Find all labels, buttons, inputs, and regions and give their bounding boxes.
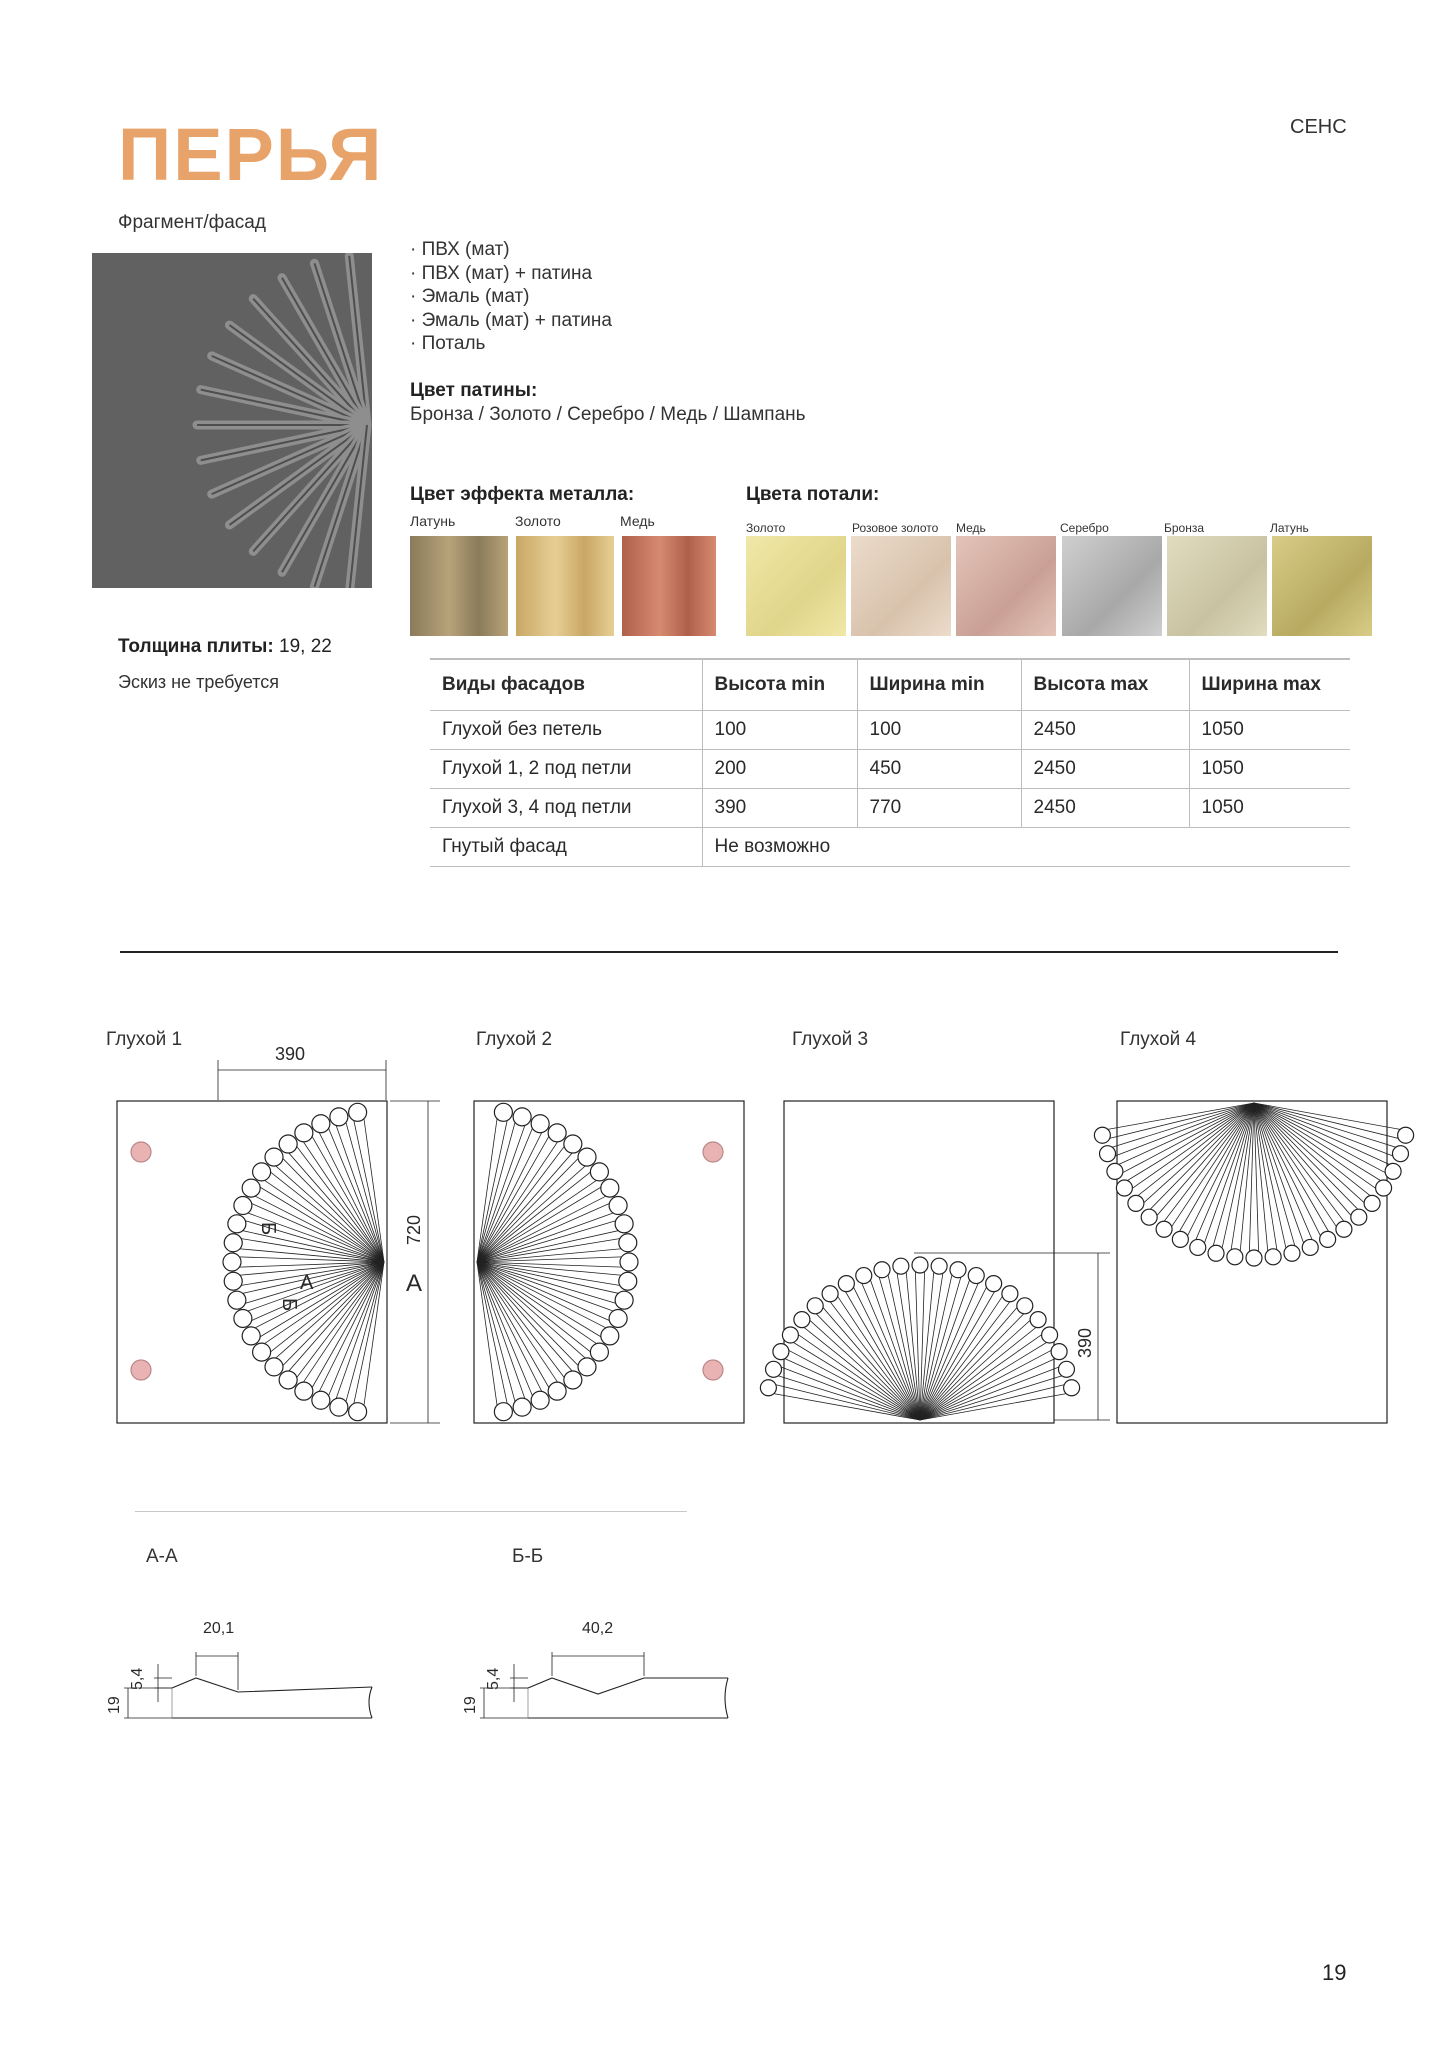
swatch-brass	[410, 536, 508, 636]
material-item: · ПВХ (мат) + патина	[410, 262, 593, 284]
swatch-label: Латунь	[410, 513, 456, 529]
section-mark-b: Б	[257, 1222, 279, 1236]
drawing-label: Глухой 4	[1120, 1029, 1197, 1050]
swatch-leaf-bronze	[1167, 536, 1267, 636]
table-cell: Не возможно	[702, 828, 1350, 867]
hinge-hole	[131, 1142, 151, 1162]
dimension-label: 40,2	[582, 1620, 614, 1637]
table-row	[430, 828, 1350, 867]
dimension-label: 20,1	[203, 1620, 235, 1637]
dimension-label: 5,4	[485, 1667, 502, 1690]
metal-effect-title: Цвет эффекта металла:	[410, 484, 635, 505]
sketch-note: Эскиз не требуется	[118, 672, 280, 692]
material-item: · ПВХ (мат)	[410, 239, 510, 260]
page-number: 19	[1322, 1960, 1347, 1985]
swatch-leaf-copper	[956, 536, 1056, 636]
fan-pattern	[1094, 1103, 1413, 1266]
leaf-colors-title: Цвета потали:	[746, 484, 880, 505]
section-divider	[120, 951, 1338, 953]
column-header: Высота min	[702, 659, 857, 711]
table-row	[430, 711, 1350, 750]
swatch-label: Розовое золото	[852, 521, 939, 535]
section-divider-thin	[135, 1511, 687, 1512]
swatch-label: Золото	[515, 513, 561, 529]
section-aa-label: А-А	[146, 1546, 178, 1567]
dimension-label: 19	[106, 1696, 123, 1714]
swatch-label: Серебро	[1060, 521, 1109, 535]
table-row	[430, 789, 1350, 828]
drawing-label: Глухой 2	[476, 1029, 553, 1050]
table-cell: 100	[857, 711, 1021, 750]
cross-section-drawings	[0, 1600, 760, 1740]
drawing-label: Глухой 1	[106, 1029, 183, 1050]
table-header-row	[430, 659, 1350, 711]
section-mark-a: А	[406, 1270, 423, 1297]
section-bb-label: Б-Б	[512, 1546, 544, 1567]
table-cell: 1050	[1189, 750, 1350, 789]
swatch-gold	[516, 536, 614, 636]
swatch-label: Медь	[956, 521, 986, 535]
swatch-leaf-rose-gold	[851, 536, 951, 636]
fan-pattern	[477, 1103, 638, 1420]
table-cell: 770	[857, 789, 1021, 828]
section-mark-b: Б	[278, 1298, 300, 1312]
table-cell: 2450	[1021, 750, 1189, 789]
patina-values: Бронза / Золото / Серебро / Медь / Шампань	[410, 404, 806, 425]
hinge-hole	[703, 1360, 723, 1380]
table-cell: Глухой без петель	[430, 711, 702, 750]
table-cell: 1050	[1189, 789, 1350, 828]
section-mark-a: А	[300, 1272, 314, 1294]
swatch-leaf-brass	[1272, 536, 1372, 636]
fan-pattern	[223, 1103, 384, 1420]
patina-title: Цвет патины:	[410, 380, 538, 401]
table-cell: 100	[702, 711, 857, 750]
materials-list	[410, 238, 612, 356]
table-cell: 450	[857, 750, 1021, 789]
swatch-label: Медь	[620, 513, 655, 529]
table-cell: 200	[702, 750, 857, 789]
material-item: · Поталь	[410, 333, 486, 354]
spec-table	[430, 658, 1350, 867]
panel-outline	[117, 1101, 387, 1423]
swatch-leaf-gold	[746, 536, 846, 636]
hinge-hole	[131, 1360, 151, 1380]
dimension-label: 19	[462, 1696, 479, 1714]
table-cell: 390	[702, 789, 857, 828]
column-header: Высота max	[1021, 659, 1189, 711]
table-cell: 2450	[1021, 711, 1189, 750]
thickness-line	[118, 636, 332, 658]
drawing-label: Глухой 3	[792, 1029, 869, 1050]
fan-pattern	[760, 1257, 1079, 1420]
dimension-label: 390	[275, 1044, 306, 1064]
table-cell: Гнутый фасад	[430, 828, 702, 867]
page-title: ПЕРЬЯ	[118, 113, 384, 196]
dimension-label: 720	[404, 1214, 424, 1245]
dimension-line	[218, 1060, 386, 1100]
thickness-value: 19, 22	[279, 636, 332, 657]
brand-name: СЕНС	[1290, 116, 1347, 138]
swatch-label: Бронза	[1164, 521, 1205, 535]
dimension-line	[390, 1101, 440, 1423]
table-cell: Глухой 1, 2 под петли	[430, 750, 702, 789]
product-photo	[92, 253, 372, 588]
table-cell: Глухой 3, 4 под петли	[430, 789, 702, 828]
feather-fan-relief	[92, 253, 372, 588]
dimension-label: 5,4	[129, 1667, 146, 1690]
column-header: Виды фасадов	[430, 659, 702, 711]
thickness-label: Толщина плиты:	[118, 636, 274, 657]
swatch-label: Золото	[746, 521, 786, 535]
table-cell: 1050	[1189, 711, 1350, 750]
subtitle: Фрагмент/фасад	[118, 212, 266, 233]
hinge-hole	[703, 1142, 723, 1162]
material-item: · Эмаль (мат)	[410, 286, 530, 307]
material-item: · Эмаль (мат) + патина	[410, 309, 612, 331]
table-cell: 2450	[1021, 789, 1189, 828]
column-header: Ширина min	[857, 659, 1021, 711]
swatch-label: Латунь	[1270, 521, 1309, 535]
table-row	[430, 750, 1350, 789]
column-header: Ширина max	[1189, 659, 1350, 711]
swatch-copper	[622, 536, 716, 636]
swatch-leaf-silver	[1062, 536, 1162, 636]
dimension-label: 390	[1075, 1327, 1095, 1358]
facade-drawings	[0, 1040, 1448, 1460]
